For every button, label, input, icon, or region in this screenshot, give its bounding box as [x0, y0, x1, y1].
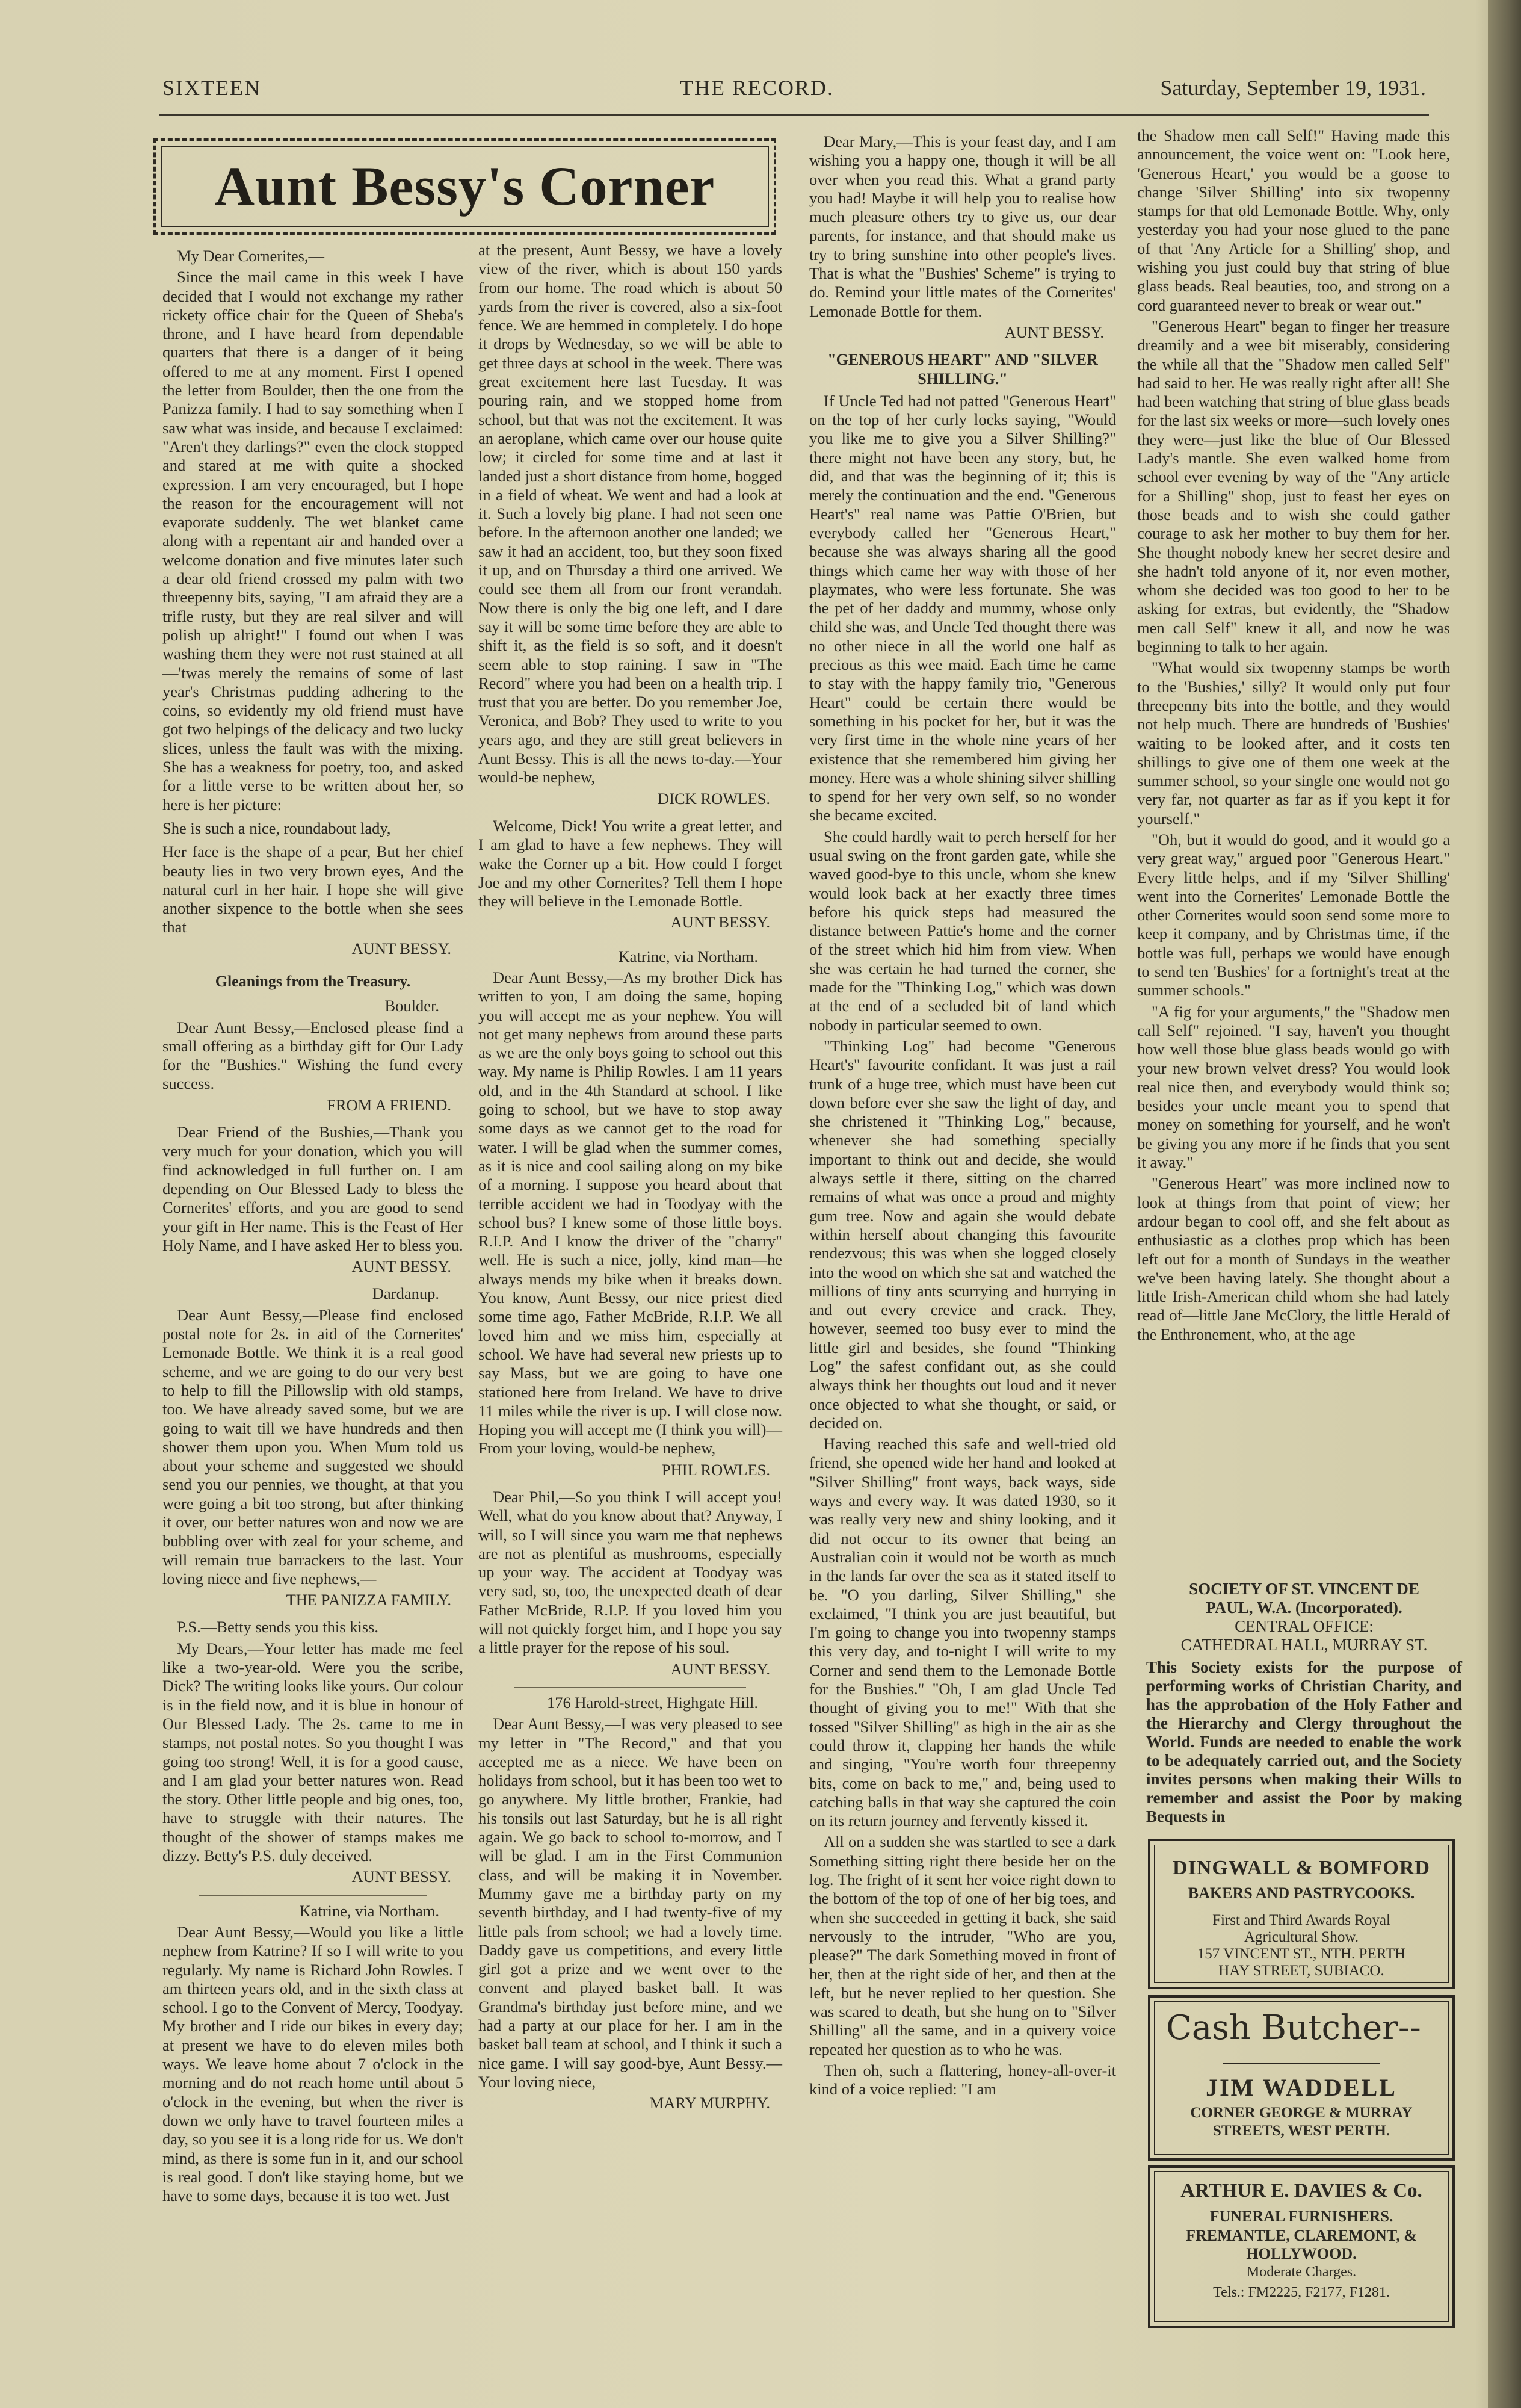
paragraph: If Uncle Ted had not patted "Generous Heart" on the top of her curly locks saying, "Would you like me to give you a Silver Shilling?" there might not have been any story, but, he did, and that was the beginning of it; this is merely the continuation and the end. "Generous Heart's" real name was Pattie O'Brien, but everybody called her "Generous Heart," because she was always sharing all the good things which came her way with those of her playmates, who were less fortunate. She was the pet of her daddy and mummy, whose only child she was, and Uncle Ted thought there was no other niece in all the world one half as precious as this wee maid. Each time he came to stay with the happy family trio, "Generous Heart" could be certain there would be something in his pocket for her, but it was the very first time in the whole nine years of her existence that she remembered him giving her money. Here was a whole shining silver shilling to spend for her very own self, so no wonder she became excited.	[809, 391, 1116, 825]
newspaper-name: THE RECORD.	[680, 76, 834, 100]
ad-butcher-name: JIM WADDELL	[1206, 2074, 1397, 2101]
ad-butcher-addr1: CORNER GEORGE & MURRAY	[1190, 2105, 1413, 2121]
ad-arthur-davies	[1148, 2165, 1455, 2328]
paragraph: "Thinking Log" had become "Generous Heart's" favourite confidant. It was just a rail trunk of a huge tree, which must have been cut down before ever she saw the light of day, and she christened it "Thinking Log," because, whenever she had something specially important to think out and decide, she would always settle it there, sitting on the charred remains of what was once a proud and mighty gum tree. Now and again she would debate within herself about changing this favourite rendezvous; this was when she logged closely into the wood on which she sat and watched the millions of tiny ants scurrying and hurrying in and out every crevice and crack. They, however, seemed too busy ever to mind the little girl and besides, she found "Thinking Log" the safest confidant out, as she could always think her thoughts out loud and it never once objected to what she thought, or said, or decided on.	[809, 1036, 1116, 1432]
ad-butcher-addr2: STREETS, WEST PERTH.	[1212, 2123, 1390, 2139]
ad-davies-places2: HOLLYWOOD.	[1246, 2245, 1357, 2262]
paragraph: P.S.—Betty sends you this kiss.	[177, 1618, 378, 1636]
paragraph: Dear Phil,—So you think I will accept you! Well, what do you know about that? Anyway, I will, so I will since you warn me that nephews are not as plentiful as mushrooms, especially up your way. The accident at Toodyay was very sad, so, too, the unexpected death of dear Father McBride, R.I.P. If you loved him you will not quickly forget him, and I hope you say a little prayer for the repose of his soul.	[478, 1488, 782, 1657]
ad-dingwall-addr2: HAY STREET, SUBIACO.	[1218, 1963, 1384, 1979]
paragraph: All on a sudden she was startled to see a dark Something sitting right there beside her on the log. The fright of it sent her voice right down to the bottom of the top of one of her big toes, and when she succeeded in getting it back, she said nervously to the intruder, "Who are you, please?" The dark Something moved in front of her, then at the right side of her, and then at the left, but he never replied to her question. She was scared to death, but she hung on to "Silver Shilling" all the same, and in a quivery voice repeated her question as to who he was.	[809, 1833, 1116, 2058]
page-edge-shadow	[1488, 0, 1521, 2408]
column-title-box	[153, 138, 776, 235]
paragraph: Dear Friend of the Bushies,—Thank you very much for your donation, which you will find acknowledged in full further on. I am depending on Our Blessed Lady to bless the Cornerites' efforts, and you are good to send your gift in Her name. This is the Feast of Her Holy Name, and I have asked Her to bless you.	[162, 1123, 463, 1254]
signature: AUNT BESSY.	[670, 1659, 770, 1678]
paragraph: She could hardly wait to perch herself for her usual swing on the front garden gate, while she waved good-bye to this uncle, whom she knew would look back at her exactly three times before his quick steps had measured the distance between Pattie's home and the corner of the street which hid him from view. When she was certain he had turned the corner, she made for the "Thinking Log," which was down at the end of a secluded bit of land which nobody in particular seemed to own.	[809, 827, 1116, 1034]
header-rule	[159, 114, 1429, 116]
column-title: Aunt Bessy's Corner	[214, 155, 715, 217]
paragraph: Welcome, Dick! You write a great letter, and I am glad to have a few nephews. They will wake the Corner up a bit. How could I forget Joe and my other Cornerites? Tell them I hope they will believe in the Lemonade Bottle.	[478, 816, 782, 911]
ad-davies-places1: FREMANTLE, CLAREMONT, &	[1186, 2227, 1417, 2244]
paragraph: Dear Aunt Bessy,—As my brother Dick has written to you, I am doing the same, hoping you will accept me as your nephew. You will not get many nephews from around these parts as we are the only boys going to school out this way. My name is Philip Rowles. I am 11 years old, and in the 4th Standard at school. I like going to school, but we have to stop away some days as we cannot get to the road for water. I will be glad when the summer comes, as it is nice and cool sailing along on my bike of a morning. I suppose you heard about that terrible accident we had in Toodyay with the school bus? I knew some of those little boys. R.I.P. And I know the driver of the "charry" well. He is such a nice, jolly, kind man—he always mends my bike when it breaks down. You know, Aunt Bessy, our nice priest died some time ago, Father McBride, R.I.P. We all loved him and we miss him, especially at school. We have had several new priests up to say Mass, but we are going to have one stationed here from Ireland. We have to drive 11 miles while the river is up. I will close now. Hoping you will accept me (I think you will)—From your loving, would-be nephew,	[478, 968, 782, 1458]
paragraph: "What would six twopenny stamps be worth to the 'Bushies,' silly? It would only put four threepenny bits into the bottle, and they would not help much. There are hundreds of 'Bushies' waiting to be looked after, and it costs ten shillings to give one of them one week at the summer school, so your single one would not go very far, not quarter as far as if you kept it for yourself."	[1137, 658, 1450, 828]
ad-butcher-rule	[1223, 2063, 1380, 2064]
page-number-label: SIXTEEN	[162, 76, 261, 100]
signature: PHIL ROWLES.	[661, 1460, 770, 1479]
paragraph: Since the mail came in this week I have decided that I would not exchange my rather rickety office chair for the Queen of Sheba's throne, and I have heard from dependable quarters that there is a danger of it being offered to me at any moment. First I opened the letter from Boulder, then the one from the Panizza family. I had to say something when I saw what was inside, and because I exclaimed: "Aren't they darlings?" even the clock stopped and stared at me with quite a shocked expression. I am very encouraged, but I hope the reason for the encouragement will not evaporate suddenly. The wet blanket came along with a repentant air and handed over a welcome donation and five minutes later such a dear old friend crossed my palm with two threepenny bits, saying, "I am afraid they are a trifle rusty, but they are real silver and will polish up alright!" I found out when I was washing them they were not rust stained at all—'twas merely the remains of some of last year's Christmas pudding adhering to the coins, so evidently my old friend must have got two helpings of the delicacy and two lucky slices, unless the fault was with the mixing. She has a weakness for poetry, too, and asked for a little verse to be written about her, so here is her picture:	[162, 268, 463, 814]
signature: DICK ROWLES.	[658, 789, 770, 808]
society-name-line2: PAUL, W.A. (Incorporated).	[1206, 1599, 1402, 1617]
ad-dingwall-addr1: 157 VINCENT ST., NTH. PERTH	[1197, 1946, 1406, 1962]
ad-dingwall-award2: Agricultural Show.	[1244, 1929, 1359, 1945]
ad-davies-charges: Moderate Charges.	[1246, 2264, 1357, 2280]
paragraph: "A fig for your arguments," the "Shadow men call Self" rejoined. "I say, haven't you thought how well those blue glass beads would go with your new brown velvet dress? You would look real nice then, and everybody would think so; besides your uncle meant you to spend that money on something for yourself, and he won't be giving you any more if he finds that you sent it away."	[1137, 1002, 1450, 1172]
verse-line: She is such a nice, roundabout lady,	[162, 819, 391, 837]
signature: AUNT BESSY.	[351, 1868, 451, 1886]
paragraph: Dear Aunt Bessy,—Enclosed please find a small offering as a birthday gift for Our Lady for the "Bushies." Wishing the fund every success.	[162, 1018, 463, 1093]
paragraph: "Generous Heart" began to finger her treasure dreamily and a wee bit miserably, considering the while all that the "Shadow men called Self" had said to her. He was really right after all! She had been watching that string of blue glass beads for the last six weeks or more—such lovely ones they were—just like the blue of Our Blessed Lady's mantle. She even walked home from school ever evening by way of the "Any article for a Shilling" shop, just to feast her eyes on those beads and to wish she could gather courage to ask her mother to buy them for her. She thought nobody knew her secret desire and she hadn't told anyone of it, nor even mother, whom she decided was too good to her to be asking for extras, but evidently, the "Shadow men call Self" knew it all, and now he was beginning to talk to her again.	[1137, 317, 1450, 656]
section-heading: "GENEROUS HEART" AND "SILVER SHILLING."	[827, 351, 1098, 388]
verse-text: Her face is the shape of a pear, But her chief beauty lies in two very brown eyes, And the natural curl in her hair. I hope she will give another sixpence to the bottle when she sees that	[162, 843, 463, 936]
ad-davies-name: ARTHUR E. DAVIES & Co.	[1180, 2180, 1422, 2202]
letter-location: Katrine, via Northam.	[299, 1901, 439, 1920]
society-notice	[1146, 1580, 1462, 1826]
paragraph: Having reached this safe and well-tried old friend, she opened wide her hand and looked at "Silver Shilling" front ways, back ways, side ways and every way. It was dated 1930, so it was really very new and shiny looking, and it did not occur to its owner that being an Australian coin it would not be worth as much in the lands far over the sea as it stated itself to be. "O you darling, Silver Shilling," she exclaimed, "I think you are just beautiful, but I'm going to change you into twopenny stamps this very day, and to-night I will write to my Corner and send them to the Lemonade Bottle for the Bushies." "Oh, I am glad Uncle Ted thought of giving you to me!" With that she tossed "Silver Shilling" as high in the air as she could throw it, clapping her hands the while and singing, "You're worth four threepenny bits, come on back to me," and, being used to catching balls in that way she captured the coin on its return journey and fervently kissed it.	[809, 1435, 1116, 1830]
section-rule	[199, 1895, 427, 1896]
paragraph: "Generous Heart" was more inclined now to look at things from that point of view; her ardour began to cool off, and she felt about as enthusiastic as a clothes prop which has been left out for a month of Sundays in the weather we've been having lately. She thought about a little Irish-American child whom she had lately read of—little Jane McClory, the little Herald of the Enthronement, who, at the age	[1137, 1174, 1450, 1343]
paragraph: Dear Aunt Bessy,—I was very pleased to see my letter in "The Record," and that you accepted me as a niece. We have been on holidays from school, but it has been too wet to go anywhere. My little brother, Frankie, had his tonsils out last Saturday, but he is all right again. We go back to school to-morrow, and I will be glad. I am in the First Communion class, and will be making it in November. Mummy gave me a birthday party on my seventh birthday, and I had twenty-five of my little pals from school; we had a lovely time. Daddy gave us competitions, and every little girl got a prize and we went over to the convent and played basket ball. It was Grandma's birthday just before mine, and we had a party at our place for her. I am in the basket ball team at school, and I think it such a nice game. I will say good-bye, Aunt Bessy.—Your loving niece,	[478, 1715, 782, 2091]
section-heading: Gleanings from the Treasury.	[215, 972, 411, 990]
letter-location: Dardanup.	[372, 1284, 439, 1303]
ad-butcher-headline: Cash Butcher--	[1166, 2008, 1421, 2047]
society-office-label: CENTRAL OFFICE:	[1235, 1617, 1374, 1635]
signature: AUNT BESSY.	[351, 939, 451, 958]
section-rule	[514, 1687, 746, 1688]
society-body: This Society exists for the purpose of performing works of Christian Charity, and has the approbation of the Holy Father and the Hierarchy and Clergy throughout the World. Funds are needed to enable the work to be adequately carried out, and the Society invites persons when making their Wills to remember and assist the Poor by making Bequests in	[1146, 1658, 1462, 1825]
signature: AUNT BESSY.	[670, 913, 770, 932]
letter-location: 176 Harold-street, Highgate Hill.	[546, 1693, 758, 1712]
paragraph: Dear Aunt Bessy,—Would you like a little nephew from Katrine? If so I will write to you regularly. My name is Richard John Rowles. I am thirteen years old, and in the sixth class at school. I go to the Convent of Mercy, Toodyay. My brother and I ride our bikes in every day; at present we have to do eleven miles both ways. We leave home about 7 o'clock in the morning and do not reach home until about 5 o'clock in the evening, but when the river is down we only have to travel fourteen miles a day, so you see it is a long ride for us. We don't mind, as there is some fun in it, and our school is real good. I don't like staying home, but we have to some days, because it is too wet. Just	[162, 1922, 463, 2205]
society-office-address: CATHEDRAL HALL, MURRAY ST.	[1180, 1636, 1428, 1654]
ad-dingwall-award1: First and Third Awards Royal	[1212, 1912, 1390, 1928]
page-header	[162, 75, 1426, 111]
ad-davies-trade: FUNERAL FURNISHERS.	[1209, 2208, 1393, 2225]
letter-location: Boulder.	[384, 997, 439, 1015]
paragraph: at the present, Aunt Bessy, we have a lovely view of the river, which is about 150 yards from our home. The road which is about 50 yards from the river is covered, also a six-foot fence. We are hemmed in completely. I do hope it drops by Wednesday, so we will be able to get three days at school in the week. There was great excitement here last Tuesday. It was pouring rain, and we stopped home from school, but that was not the excitement. It was an aeroplane, which came over our house quite low; it circled for some time and at last it landed just a short distance from home, bogged in a field of wheat. We went and had a look at it. Such a lovely big plane. I had not seen one before. In the afternoon another one landed; we saw it had an accident, too, but they soon fixed it up, and on Thursday a third one arrived. We could see them all from our front verandah. Now there is only the big one left, and I dare say it will be some time before they are able to shift it, as the field is so soft, and it doesn't seem able to stop raining. I saw in "The Record" where you had been on a health trip. I trust that you are better. Do you remember Joe, Veronica, and Bob? They used to write to you years ago, and they are still great believers in Aunt Bessy. This is all the news to-day.—Your would-be nephew,	[478, 241, 782, 787]
society-name-line1: SOCIETY OF ST. VINCENT DE	[1189, 1580, 1419, 1598]
ad-cash-butcher	[1148, 1995, 1455, 2161]
paragraph: My Dears,—Your letter has made me feel like a two-year-old. Were you the scribe, Dick? The writing looks like yours. Our colour is in the field now, and it is blue in honour of Our Blessed Lady. The 2s. came to me in stamps, not postal notes. So you thought I was going too strong! Well, it is for a good cause, and I am glad your better natures won. Read the story. Other little people and big ones, too, have to struggle with their natures. The thought of the shower of stamps makes me dizzy. Betty's P.S. duly deceived.	[162, 1639, 463, 1865]
signature: MARY MURPHY.	[649, 2094, 770, 2112]
paragraph: Dear Mary,—This is your feast day, and I am wishing you a happy one, though it will be all over when you read this. What a grand party you had! Maybe it will help you to realise how much pleasure others try to give us, our dear parents, for instance, and that should make us try to bring sunshine into other people's lives. That is what the "Bushies' Scheme" is trying to do. Remind your little mates of the Cornerites' Lemonade Bottle for them.	[809, 132, 1116, 320]
column-2	[478, 241, 782, 2122]
signature: AUNT BESSY.	[1004, 323, 1104, 341]
ad-dingwall-bomford	[1148, 1839, 1455, 1989]
column-4	[1137, 126, 1450, 1346]
column-3	[809, 132, 1116, 2102]
paragraph: Dear Aunt Bessy,—Please find enclosed postal note for 2s. in aid of the Cornerites' Lemonade Bottle. We think it is a real good scheme, and we are going to do our very best to help to fill the Pillowslip with old stamps, too. We have already saved some, but we are going to wait till we have hundreds and then shower them upon you. When Mum told us about your scheme and suggested we should send you our pennies, we thought, at that you were going a bit too strong, but after thinking it over, our better natures won and now we are bubbling over with zeal for your scheme, and will remain true barrackers to the last. Your loving niece and five nephews,—	[162, 1305, 463, 1588]
ad-davies-phones: Tels.: FM2225, F2177, F1281.	[1213, 2285, 1390, 2300]
signature: THE PANIZZA FAMILY.	[286, 1591, 451, 1609]
paragraph: "Oh, but it would do good, and it would go a very great way," argued poor "Generous Heart." Every little helps, and if my 'Silver Shilling' went into the Cornerites' Lemonade Bottle the other Cornerites would soon send some more to keep it company, and by Christmas time, if the bottle was full, perhaps we would have enough to send ten 'Bushies' for a fortnight's treat at the summer schools."	[1137, 830, 1450, 1000]
paragraph: the Shadow men call Self!" Having made this announcement, the voice went on: "Look here, 'Generous Heart,' you would be a goose to change 'Silver Shilling' into six twopenny stamps for that old Lemonade Bottle. Why, only yesterday you had your nose glued to the pane of that 'Any Article for a Shilling' shop, and wishing you just could buy that string of blue glass beads. Real beauties, too, and strong on a cord guaranteed never to break or wear out."	[1137, 126, 1450, 314]
letter-location: Katrine, via Northam.	[618, 947, 758, 965]
column-1	[162, 247, 463, 2208]
paragraph: My Dear Cornerites,—	[177, 247, 325, 265]
ad-dingwall-trade: BAKERS AND PASTRYCOOKS.	[1188, 1884, 1415, 1902]
signature: AUNT BESSY.	[351, 1257, 451, 1276]
issue-date: Saturday, September 19, 1931.	[1160, 76, 1426, 100]
signature: FROM A FRIEND.	[327, 1095, 451, 1114]
ad-dingwall-name: DINGWALL & BOMFORD	[1173, 1857, 1430, 1879]
paragraph: Then oh, such a flattering, honey-all-over-it kind of a voice replied: "I am	[809, 2061, 1116, 2099]
